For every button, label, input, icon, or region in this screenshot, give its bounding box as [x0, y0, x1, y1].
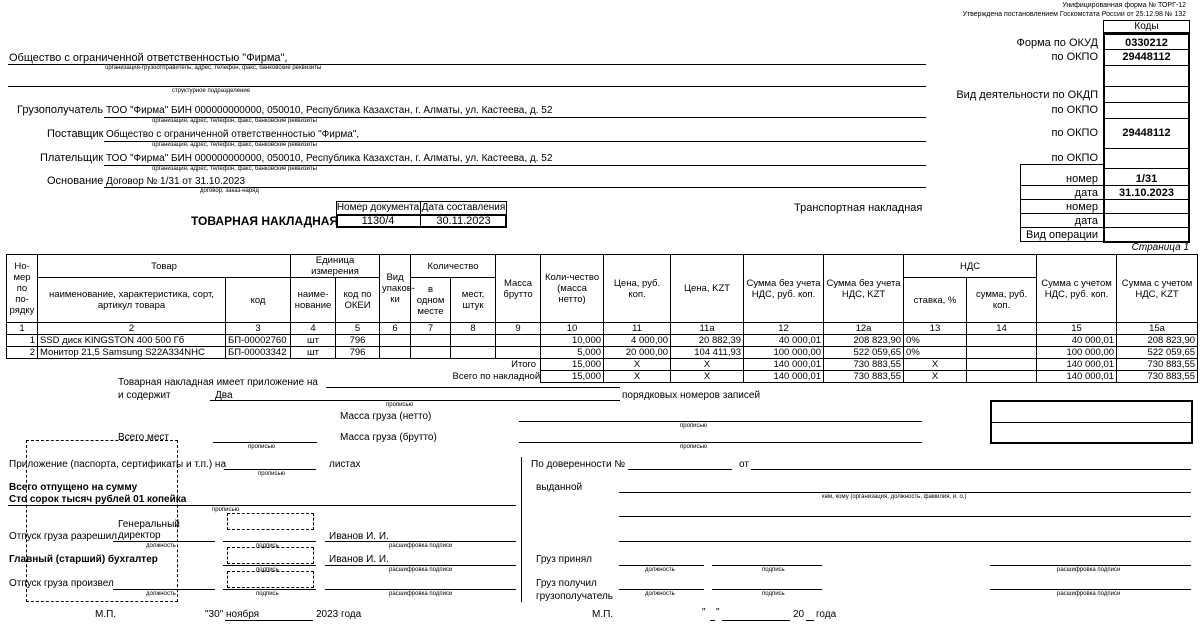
column-number: 13 — [904, 323, 967, 335]
cell-qty: 5,000 — [541, 347, 604, 359]
cell-no: 2 — [7, 347, 38, 359]
th-no: Но-мер по по-рядку — [7, 255, 38, 323]
sheets-label: листах — [329, 459, 361, 470]
th-sum-vat-rub: Сумма с учетом НДС, руб. коп. — [1037, 255, 1117, 323]
issued-hint: кем, кому (организация, должность, фамилия, и. о.) — [822, 494, 967, 500]
vsego-total: 140 000,01 — [1037, 371, 1117, 383]
column-number: 6 — [380, 323, 411, 335]
cell-price-kzt: 104 411,93 — [671, 347, 744, 359]
column-number: 5 — [336, 323, 380, 335]
payer-label: Плательщик — [40, 152, 104, 164]
itogo-sum-kzt: 730 883,55 — [824, 359, 904, 371]
cell-okei: 796 — [336, 347, 380, 359]
mp-left: М.П. — [95, 609, 117, 620]
accountant-signature-hint: подпись — [256, 567, 279, 573]
transport-date-label: дата — [1074, 215, 1098, 227]
vsego-price-kzt: X — [671, 371, 744, 383]
column-number: 1 — [7, 323, 38, 335]
th-vat: НДС — [904, 255, 1037, 278]
itogo-qty: 15,000 — [541, 359, 604, 371]
payer-value: ТОО "Фирма" БИН 000000000000, 050010, Республика Казахстан, г. Алматы, ул. Кастеева, д. 52 — [106, 153, 553, 164]
cell-gross — [496, 335, 541, 347]
cell-total: 40 000,01 — [1037, 335, 1117, 347]
consignee-value: ТОО "Фирма" БИН 000000000000, 050010, Республика Казахстан, г. Алматы, ул. Кастеева, д. 52 — [106, 105, 553, 116]
supplier-label: Поставщик — [47, 128, 104, 140]
goods-rows — [7, 335, 1198, 359]
itogo-rate: X — [904, 359, 967, 371]
th-qty-places: мест, штук — [451, 278, 496, 323]
director-signature-hint: подпись — [256, 543, 279, 549]
basis-label: Основание — [47, 175, 104, 187]
basis-date-label: дата — [1074, 187, 1098, 199]
cell-total-kzt: 522 059,65 — [1117, 347, 1198, 359]
release-decode-hint: расшифровка подписи — [389, 591, 453, 597]
released-line1: Всего отпущено на сумму — [9, 482, 138, 493]
r-year-word: года — [816, 609, 837, 620]
th-goods-name: наименование, характеристика, сорт, артикул товара — [38, 278, 226, 323]
director-position-hint: должность — [146, 543, 176, 549]
cell-code: БП-00003342 — [226, 347, 291, 359]
cell-places — [451, 335, 496, 347]
page-label: Страница 1 — [1131, 242, 1189, 253]
released-line2: Сто сорок тысяч рублей 01 копейка — [9, 494, 187, 505]
mass-gross-label: Масса груза (брутто) — [340, 432, 437, 443]
cell-places — [451, 347, 496, 359]
attach-label: Приложение (паспорта, сертификаты и т.п.) на — [9, 459, 227, 470]
received-decode-hint: расшифровка подписи — [1057, 591, 1121, 597]
mp-right: М.П. — [592, 609, 614, 620]
column-number: 3 — [226, 323, 291, 335]
itogo-vat — [967, 359, 1037, 371]
director-line1: Генеральный — [118, 519, 180, 530]
column-number: 2 — [38, 323, 226, 335]
date-year: 2023 года — [316, 609, 362, 620]
accepted-decode-hint: расшифровка подписи — [1057, 567, 1121, 573]
column-number: 14 — [967, 323, 1037, 335]
okpo-supplier-label: по ОКПО — [1051, 127, 1098, 139]
cell-gross — [496, 347, 541, 359]
th-gross: Масса брутто — [496, 255, 541, 323]
doc-date-label: Дата составления — [421, 202, 506, 213]
okpo-supplier-value: 29448112 — [1122, 127, 1171, 139]
director-line2: директор — [118, 530, 161, 541]
received-position-hint: должность — [645, 591, 675, 597]
vsego-price: X — [604, 371, 671, 383]
accepted-signature-hint: подпись — [762, 567, 785, 573]
transport-label: Транспортная накладная — [794, 202, 923, 214]
itogo-total-kzt: 730 883,55 — [1117, 359, 1198, 371]
records-count: Два — [215, 390, 233, 401]
th-qty-one: в одном месте — [411, 278, 451, 323]
th-goods-code: код — [226, 278, 291, 323]
column-number: 9 — [496, 323, 541, 335]
okpo-label: по ОКПО — [1051, 51, 1098, 63]
cell-total: 100 000,00 — [1037, 347, 1117, 359]
supplier-value: Общество с ограниченной ответственностью "Фирма", — [106, 129, 360, 140]
payer-hint: организация, адрес, телефон, факс, банковские реквизиты — [152, 166, 317, 172]
consignee-label: Грузополучатель — [17, 104, 104, 116]
records-label: порядковых номеров записей — [622, 390, 761, 401]
th-sum-vat-kzt: Сумма с учетом НДС, KZT — [1117, 255, 1198, 323]
table-row — [7, 335, 1198, 347]
column-number-row — [7, 323, 1198, 335]
released-hint: прописью — [212, 507, 240, 513]
doc-number-value: 1130/4 — [361, 215, 395, 227]
th-price-rub: Цена, руб. коп. — [604, 255, 671, 323]
codes-title: Коды — [1134, 21, 1159, 32]
column-number: 11 — [604, 323, 671, 335]
column-number: 12a — [824, 323, 904, 335]
basis-value: Договор № 1/31 от 31.10.2023 — [106, 176, 246, 187]
vsego-total-kzt: 730 883,55 — [1117, 371, 1198, 383]
mass-net-hint: прописью — [680, 423, 708, 429]
okud-value: 0330212 — [1125, 37, 1168, 49]
shipper-hint: организация-грузоотправитель, адрес, телефон, факс, банковские реквизиты — [105, 65, 322, 71]
vsego-sum: 140 000,01 — [744, 371, 824, 383]
cell-pack — [380, 335, 411, 347]
th-vat-rate: ставка, % — [904, 278, 967, 323]
document-title: ТОВАРНАЯ НАКЛАДНАЯ — [191, 214, 339, 228]
vsego-sum-kzt: 730 883,55 — [824, 371, 904, 383]
cell-sum: 40 000,01 — [744, 335, 824, 347]
basis-hint: договор, заказ-наряд — [200, 188, 259, 194]
th-unit-okei: код по ОКЕИ — [336, 278, 380, 323]
cell-name: Монитор 21,5 Samsung S22A334NHC — [38, 347, 226, 359]
cell-unit: шт — [291, 347, 336, 359]
th-goods: Товар — [38, 255, 291, 278]
okpo-consignee-label: по ОКПО — [1051, 104, 1098, 116]
received-line2: грузополучатель — [536, 591, 614, 602]
column-number: 4 — [291, 323, 336, 335]
column-number: 7 — [411, 323, 451, 335]
th-sum-novat-kzt: Сумма без учета НДС, KZT — [824, 255, 904, 323]
okud-label: Форма по ОКУД — [1016, 37, 1098, 49]
release-signature-hint: подпись — [256, 591, 279, 597]
accountant-name: Иванов И. И. — [329, 554, 389, 565]
th-unit-name: наиме-нование — [291, 278, 336, 323]
accountant-decode-hint: расшифровка подписи — [389, 567, 453, 573]
cell-one — [411, 347, 451, 359]
r-year-num: 20 — [793, 609, 805, 620]
cell-pack — [380, 347, 411, 359]
cell-no: 1 — [7, 335, 38, 347]
th-unit: Единица измерения — [291, 255, 380, 278]
cell-rate: 0% — [904, 335, 967, 347]
basis-number-label: номер — [1066, 173, 1098, 185]
mass-net-label: Масса груза (нетто) — [340, 411, 432, 422]
th-qty: Количество — [411, 255, 496, 278]
release-position-hint: должность — [146, 591, 176, 597]
column-number: 15 — [1037, 323, 1117, 335]
column-number: 10 — [541, 323, 604, 335]
consignee-hint: организация, адрес, телефон, факс, банковские реквизиты — [152, 118, 317, 124]
cell-total-kzt: 208 823,90 — [1117, 335, 1198, 347]
codes-title-cell — [1103, 20, 1190, 33]
cell-sum: 100 000,00 — [744, 347, 824, 359]
okpo-sender-value: 29448112 — [1122, 51, 1171, 63]
vsego-vat — [967, 371, 1037, 383]
cell-price-kzt: 20 882,39 — [671, 335, 744, 347]
column-number: 8 — [451, 323, 496, 335]
signature-box-3 — [227, 571, 314, 588]
mass-gross-hint: прописью — [680, 444, 708, 450]
records-hint: прописью — [386, 402, 414, 408]
r-quote2: " — [716, 607, 720, 618]
r-quote1: " — [702, 607, 706, 618]
th-qty-net: Коли-чество (масса нетто) — [541, 255, 604, 323]
vsego-label: Всего по накладной — [452, 371, 541, 382]
column-number: 12 — [744, 323, 824, 335]
transport-number-label: номер — [1066, 201, 1098, 213]
cell-okei: 796 — [336, 335, 380, 347]
doc-date-value: 30.11.2023 — [436, 215, 491, 227]
itogo-total: 140 000,01 — [1037, 359, 1117, 371]
cell-name: SSD диск KINGSTON 400 500 Гб — [38, 335, 226, 347]
date-month: ноября — [226, 609, 260, 620]
column-number: 15a — [1117, 323, 1198, 335]
form-name: Унифицированная форма № ТОРГ-12 — [1062, 2, 1186, 9]
okpo-payer-label: по ОКПО — [1051, 152, 1098, 164]
itogo-price: X — [604, 359, 671, 371]
th-price-kzt: Цена, KZT — [671, 255, 744, 323]
cell-price: 4 000,00 — [604, 335, 671, 347]
cell-rate: 0% — [904, 347, 967, 359]
cell-sum-kzt: 208 823,90 — [824, 335, 904, 347]
issued-label: выданной — [536, 482, 583, 493]
vsego-qty: 15,000 — [541, 371, 604, 383]
itogo-label: Итого — [511, 359, 537, 371]
appendix-line2: и содержит — [118, 390, 171, 401]
director-decode-hint: расшифровка подписи — [389, 543, 453, 549]
date-day: "30" — [205, 609, 224, 620]
column-number: 11a — [671, 323, 744, 335]
operation-label: Вид операции — [1026, 229, 1098, 241]
cell-code: БП-00002760 — [226, 335, 291, 347]
director-name: Иванов И. И. — [329, 531, 389, 542]
shipper-name: Общество с ограниченной ответственностью "Фирма", — [9, 52, 288, 64]
from-label: от — [739, 459, 749, 470]
doc-number-label: Номер документа — [336, 202, 420, 213]
accountant-label: Главный (старший) бухгалтер — [9, 554, 158, 565]
accepted-label: Груз принял — [536, 554, 593, 565]
itogo-sum: 140 000,01 — [744, 359, 824, 371]
okdp-label: Вид деятельности по ОКДП — [956, 89, 1098, 101]
accepted-position-hint: должность — [645, 567, 675, 573]
itogo-row — [7, 359, 1198, 371]
goods-table — [6, 254, 1198, 383]
th-vat-sum: сумма, руб. коп. — [967, 278, 1037, 323]
attach-hint: прописью — [258, 471, 286, 477]
supplier-hint: организация, адрес, телефон, факс, банковские реквизиты — [152, 142, 317, 148]
appendix-line1: Товарная накладная имеет приложение на — [118, 377, 318, 388]
cell-sum-kzt: 522 059,65 — [824, 347, 904, 359]
signature-box-1 — [227, 513, 314, 530]
th-pack: Вид упаков-ки — [380, 255, 411, 323]
form-approval: Утверждена постановлением Госкомстата России от 25.12.98 № 132 — [962, 11, 1186, 18]
cell-vat — [967, 347, 1037, 359]
th-sum-novat-rub: Сумма без учета НДС, руб. коп. — [744, 255, 824, 323]
release-allowed-label: Отпуск груза разрешил — [9, 531, 117, 542]
basis-number-value: 1/31 — [1135, 173, 1158, 185]
power-label: По доверенности № — [531, 459, 626, 470]
cell-vat — [967, 335, 1037, 347]
cell-one — [411, 335, 451, 347]
places-label: Всего мест — [118, 432, 170, 443]
table-row — [7, 347, 1198, 359]
cell-price: 20 000,00 — [604, 347, 671, 359]
received-signature-hint: подпись — [762, 591, 785, 597]
cell-qty: 10,000 — [541, 335, 604, 347]
signature-box-2 — [227, 547, 314, 564]
places-hint: прописью — [248, 444, 276, 450]
cell-unit: шт — [291, 335, 336, 347]
division-hint: структурное подразделение — [172, 88, 251, 94]
received-line1: Груз получил — [536, 578, 597, 589]
basis-date-value: 31.10.2023 — [1118, 187, 1175, 199]
release-done-label: Отпуск груза произвел — [9, 578, 114, 589]
vsego-rate: X — [904, 371, 967, 383]
itogo-price-kzt: X — [671, 359, 744, 371]
